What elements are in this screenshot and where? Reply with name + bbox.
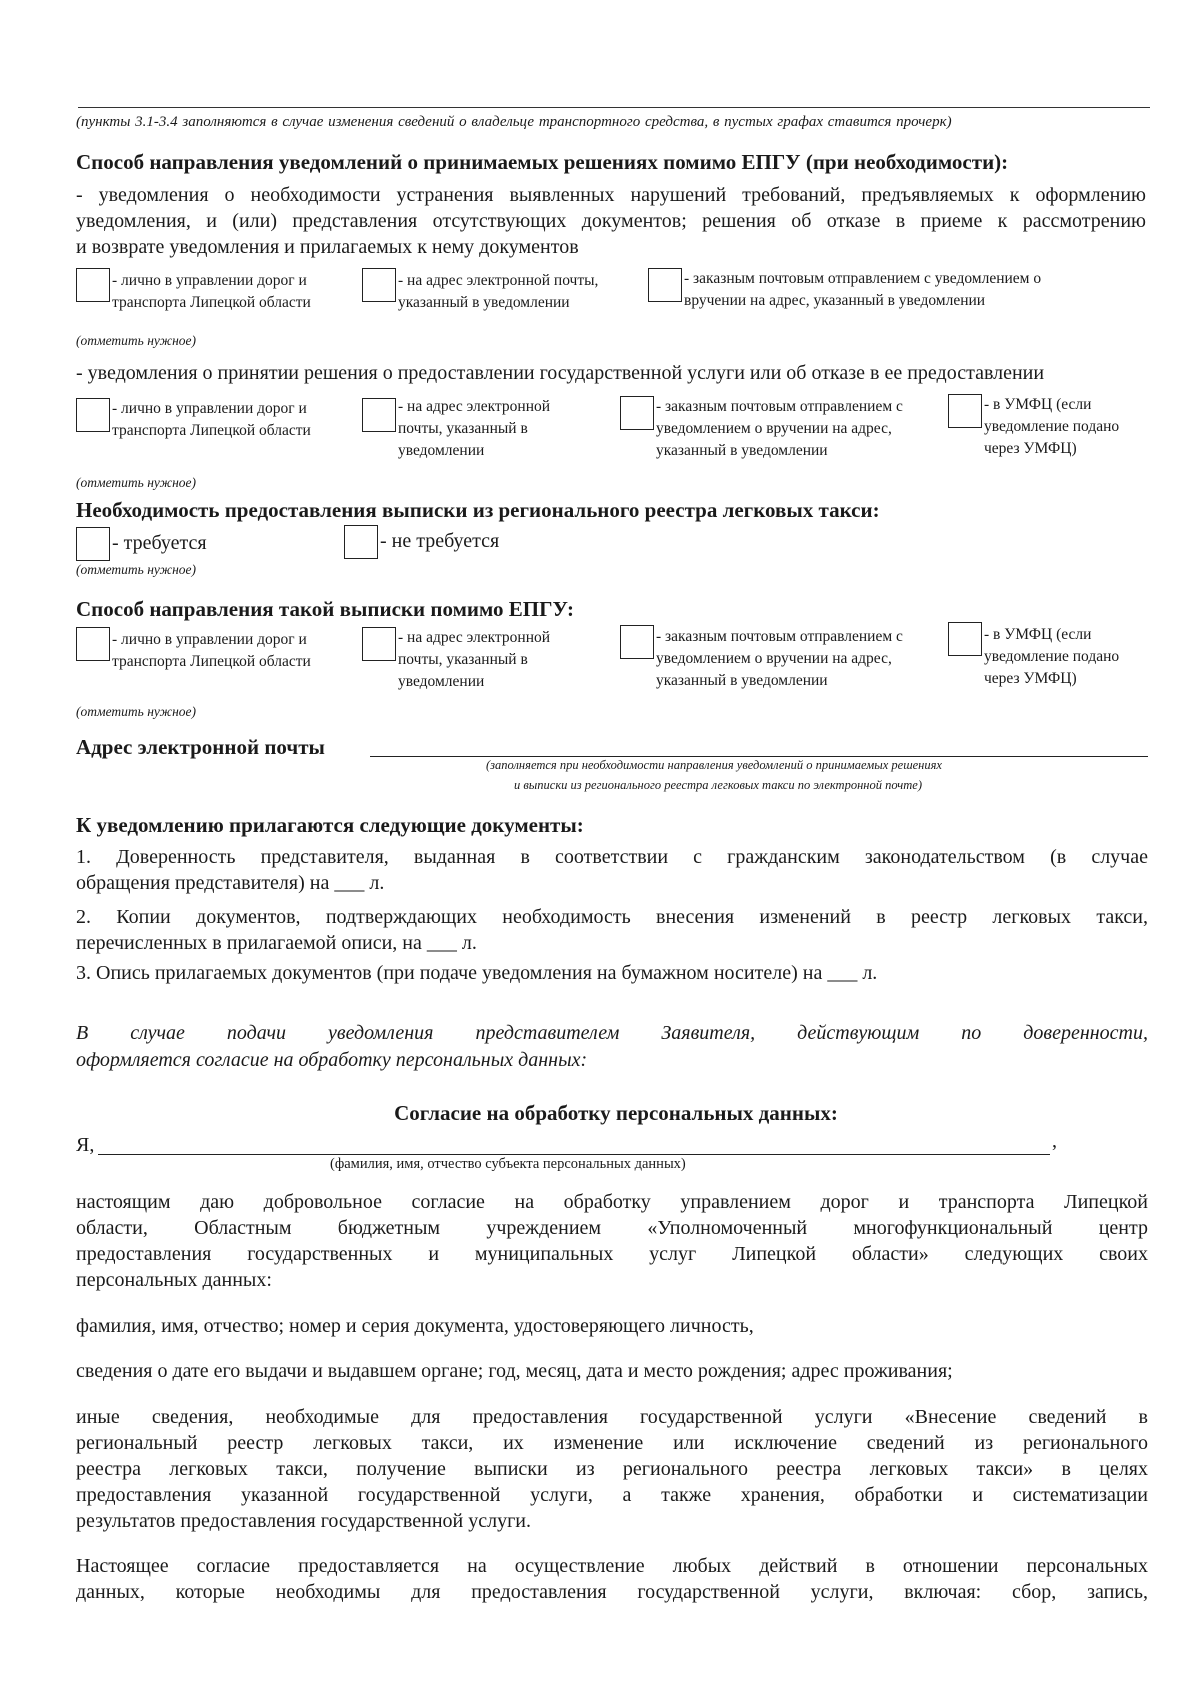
attachment-item2-line2: перечисленных в прилагаемой описи, на ___ л. [76, 932, 477, 954]
section-heading-extract: Необходимость предоставления выписки из регионального реестра легковых такси: [76, 498, 880, 522]
attachment-item3: 3. Опись прилагаемых документов (при подаче уведомления на бумажном носителе) на ___ л. [76, 962, 878, 984]
top-rule [78, 107, 1150, 108]
option-mail-c [656, 626, 903, 692]
consent-p4-l3: реестра легковых такси, получение выписки из регионального реестра легковых такси» в целях [76, 1458, 1148, 1480]
option-personal-b [112, 398, 311, 442]
email-label: Адрес электронной почты [76, 735, 325, 759]
option-label: - на адрес электронной [398, 629, 551, 646]
option-label: транспорта Липецкой области [112, 653, 311, 670]
option-label: - в УМФЦ (если [984, 396, 1092, 413]
option-label: указанный в уведомлении [656, 442, 828, 459]
checkbox-mail-b[interactable] [620, 396, 654, 430]
section-heading-notifications: Способ направления уведомлений о принимаемых решениях помимо ЕПГУ (при необходимости): [76, 150, 1009, 174]
attachment-item2-line1: 2. Копии документов, подтверждающих необходимость внесения изменений в реестр легковых такси, [76, 906, 1148, 928]
mark-note-extract: (отметить нужное) [76, 562, 197, 577]
option-mail-a [684, 268, 1041, 312]
email-note-line1: (заполняется при необходимости направления уведомлений о принимаемых решениях [486, 758, 942, 772]
option-mail-b [656, 396, 903, 462]
option-label: через УМФЦ) [984, 440, 1077, 457]
checkbox-not-required[interactable] [344, 525, 378, 559]
attachments-heading: К уведомлению прилагаются следующие документы: [76, 813, 584, 837]
checkbox-mail-a[interactable] [648, 268, 682, 302]
consent-p2: фамилия, имя, отчество; номер и серия документа, удостоверяющего личность, [76, 1315, 754, 1337]
consent-p1-l2: области, Областным бюджетным учреждением «Уполномоченный многофункциональный центр [76, 1217, 1148, 1239]
consent-p4-l5: результатов предоставления государственной услуги. [76, 1510, 531, 1532]
notifications-para-line3: и возврате уведомления и прилагаемых к нему документов [76, 236, 579, 258]
option-label: почты, указанный в [398, 420, 528, 437]
consent-p3: сведения о дате его выдачи и выдавшем органе; год, месяц, дата и место рождения; адрес проживания; [76, 1360, 953, 1382]
notifications-para2: - уведомления о принятии решения о предоставлении государственной услуги или об отказе в ее предоставлении [76, 362, 1045, 384]
option-email-c [398, 627, 550, 693]
option-label: транспорта Липецкой области [112, 294, 311, 311]
option-label: уведомлением о вручении на адрес, [656, 420, 892, 437]
consent-heading: Согласие на обработку персональных данных: [394, 1101, 838, 1125]
top-note: (пункты 3.1-3.4 заполняются в случае изменения сведений о владельце транспортного средства, в пустых графах ставится прочерк) [76, 114, 952, 130]
option-umfc-c [984, 624, 1119, 690]
option-label: - заказным почтовым отправлением с уведомлением о [684, 270, 1042, 287]
option-label: уведомлением о вручении на адрес, [656, 650, 892, 667]
consent-p4-l4: предоставления указанной государственной услуги, а также хранения, обработки и систематизации [76, 1484, 1148, 1506]
option-label: уведомление подано [984, 648, 1120, 665]
option-label: уведомлении [398, 442, 485, 459]
option-label: - на адрес электронной [398, 398, 551, 415]
checkbox-personal-a[interactable] [76, 268, 110, 302]
option-label: - в УМФЦ (если [984, 626, 1092, 643]
option-label: вручении на адрес, указанный в уведомлении [684, 292, 986, 309]
consent-i-prefix: Я, [76, 1134, 95, 1156]
mark-note-extract-delivery: (отметить нужное) [76, 704, 197, 719]
option-label: - лично в управлении дорог и [112, 631, 307, 648]
checkbox-personal-b[interactable] [76, 398, 110, 432]
attachment-item1-line2: обращения представителя) на ___ л. [76, 872, 385, 894]
consent-name-line [98, 1154, 1050, 1155]
checkbox-email-b[interactable] [362, 398, 396, 432]
option-label: - заказным почтовым отправлением с [656, 398, 903, 415]
option-label: указанный в уведомлении [656, 672, 828, 689]
attachment-item1-line1: 1. Доверенность представителя, выданная в соответствии с гражданским законодательством (в случае [76, 846, 1148, 868]
option-email-a [398, 270, 598, 314]
consent-name-caption: (фамилия, имя, отчество субъекта персональных данных) [330, 1156, 686, 1172]
mark-note-a: (отметить нужное) [76, 333, 197, 348]
option-label: - на адрес электронной почты, [398, 272, 599, 289]
option-label: транспорта Липецкой области [112, 422, 311, 439]
consent-p1-l3: предоставления государственных и муниципальных услуг Липецкой области» следующих своих [76, 1243, 1148, 1265]
checkbox-mail-c[interactable] [620, 625, 654, 659]
checkbox-email-c[interactable] [362, 627, 396, 661]
checkbox-required[interactable] [76, 527, 110, 561]
option-required: - требуется [112, 532, 207, 554]
option-label: указанный в уведомлении [398, 294, 570, 311]
email-note-line2: и выписки из регионального реестра легковых такси по электронной почте) [514, 778, 922, 792]
option-umfc-b [984, 394, 1119, 460]
option-email-b [398, 396, 550, 462]
option-label: - заказным почтовым отправлением с [656, 628, 903, 645]
notifications-para-line2: уведомления, и (или) представления отсутствующих документов; решения об отказе в приеме к рассмотрению [76, 210, 1146, 232]
representative-note-line2: оформляется согласие на обработку персональных данных: [76, 1049, 588, 1071]
option-personal-a [112, 270, 311, 314]
option-label: через УМФЦ) [984, 670, 1077, 687]
option-personal-c [112, 629, 311, 673]
option-not-required: - не требуется [380, 530, 500, 552]
option-label: почты, указанный в [398, 651, 528, 668]
checkbox-umfc-b[interactable] [948, 394, 982, 428]
email-field-line [370, 756, 1148, 757]
checkbox-personal-c[interactable] [76, 627, 110, 661]
mark-note-b: (отметить нужное) [76, 475, 197, 490]
consent-p5-l1: Настоящее согласие предоставляется на осуществление любых действий в отношении персональных [76, 1555, 1148, 1577]
checkbox-umfc-c[interactable] [948, 622, 982, 656]
notifications-para-line1: - уведомления о необходимости устранения выявленных нарушений требований, предъявляемых к оформлению [76, 184, 1146, 206]
representative-note-line1: В случае подачи уведомления представителем Заявителя, действующим по доверенности, [76, 1022, 1148, 1044]
consent-i-suffix: , [1052, 1130, 1057, 1152]
option-label: уведомление подано [984, 418, 1120, 435]
consent-p1-l1: настоящим даю добровольное согласие на обработку управлением дорог и транспорта Липецкой [76, 1191, 1148, 1213]
option-label: - лично в управлении дорог и [112, 272, 307, 289]
section-heading-extract-delivery: Способ направления такой выписки помимо ЕПГУ: [76, 597, 575, 621]
consent-p1-l4: персональных данных: [76, 1269, 272, 1291]
consent-p5-l2: данных, которые необходимы для предоставления государственной услуги, включая: сбор, запись, [76, 1581, 1148, 1603]
option-label: уведомлении [398, 673, 485, 690]
checkbox-email-a[interactable] [362, 268, 396, 302]
consent-p4-l1: иные сведения, необходимые для предоставления государственной услуги «Внесение сведений в [76, 1406, 1148, 1428]
consent-p4-l2: региональный реестр легковых такси, их изменение или исключение сведений из регионального [76, 1432, 1148, 1454]
option-label: - лично в управлении дорог и [112, 400, 307, 417]
